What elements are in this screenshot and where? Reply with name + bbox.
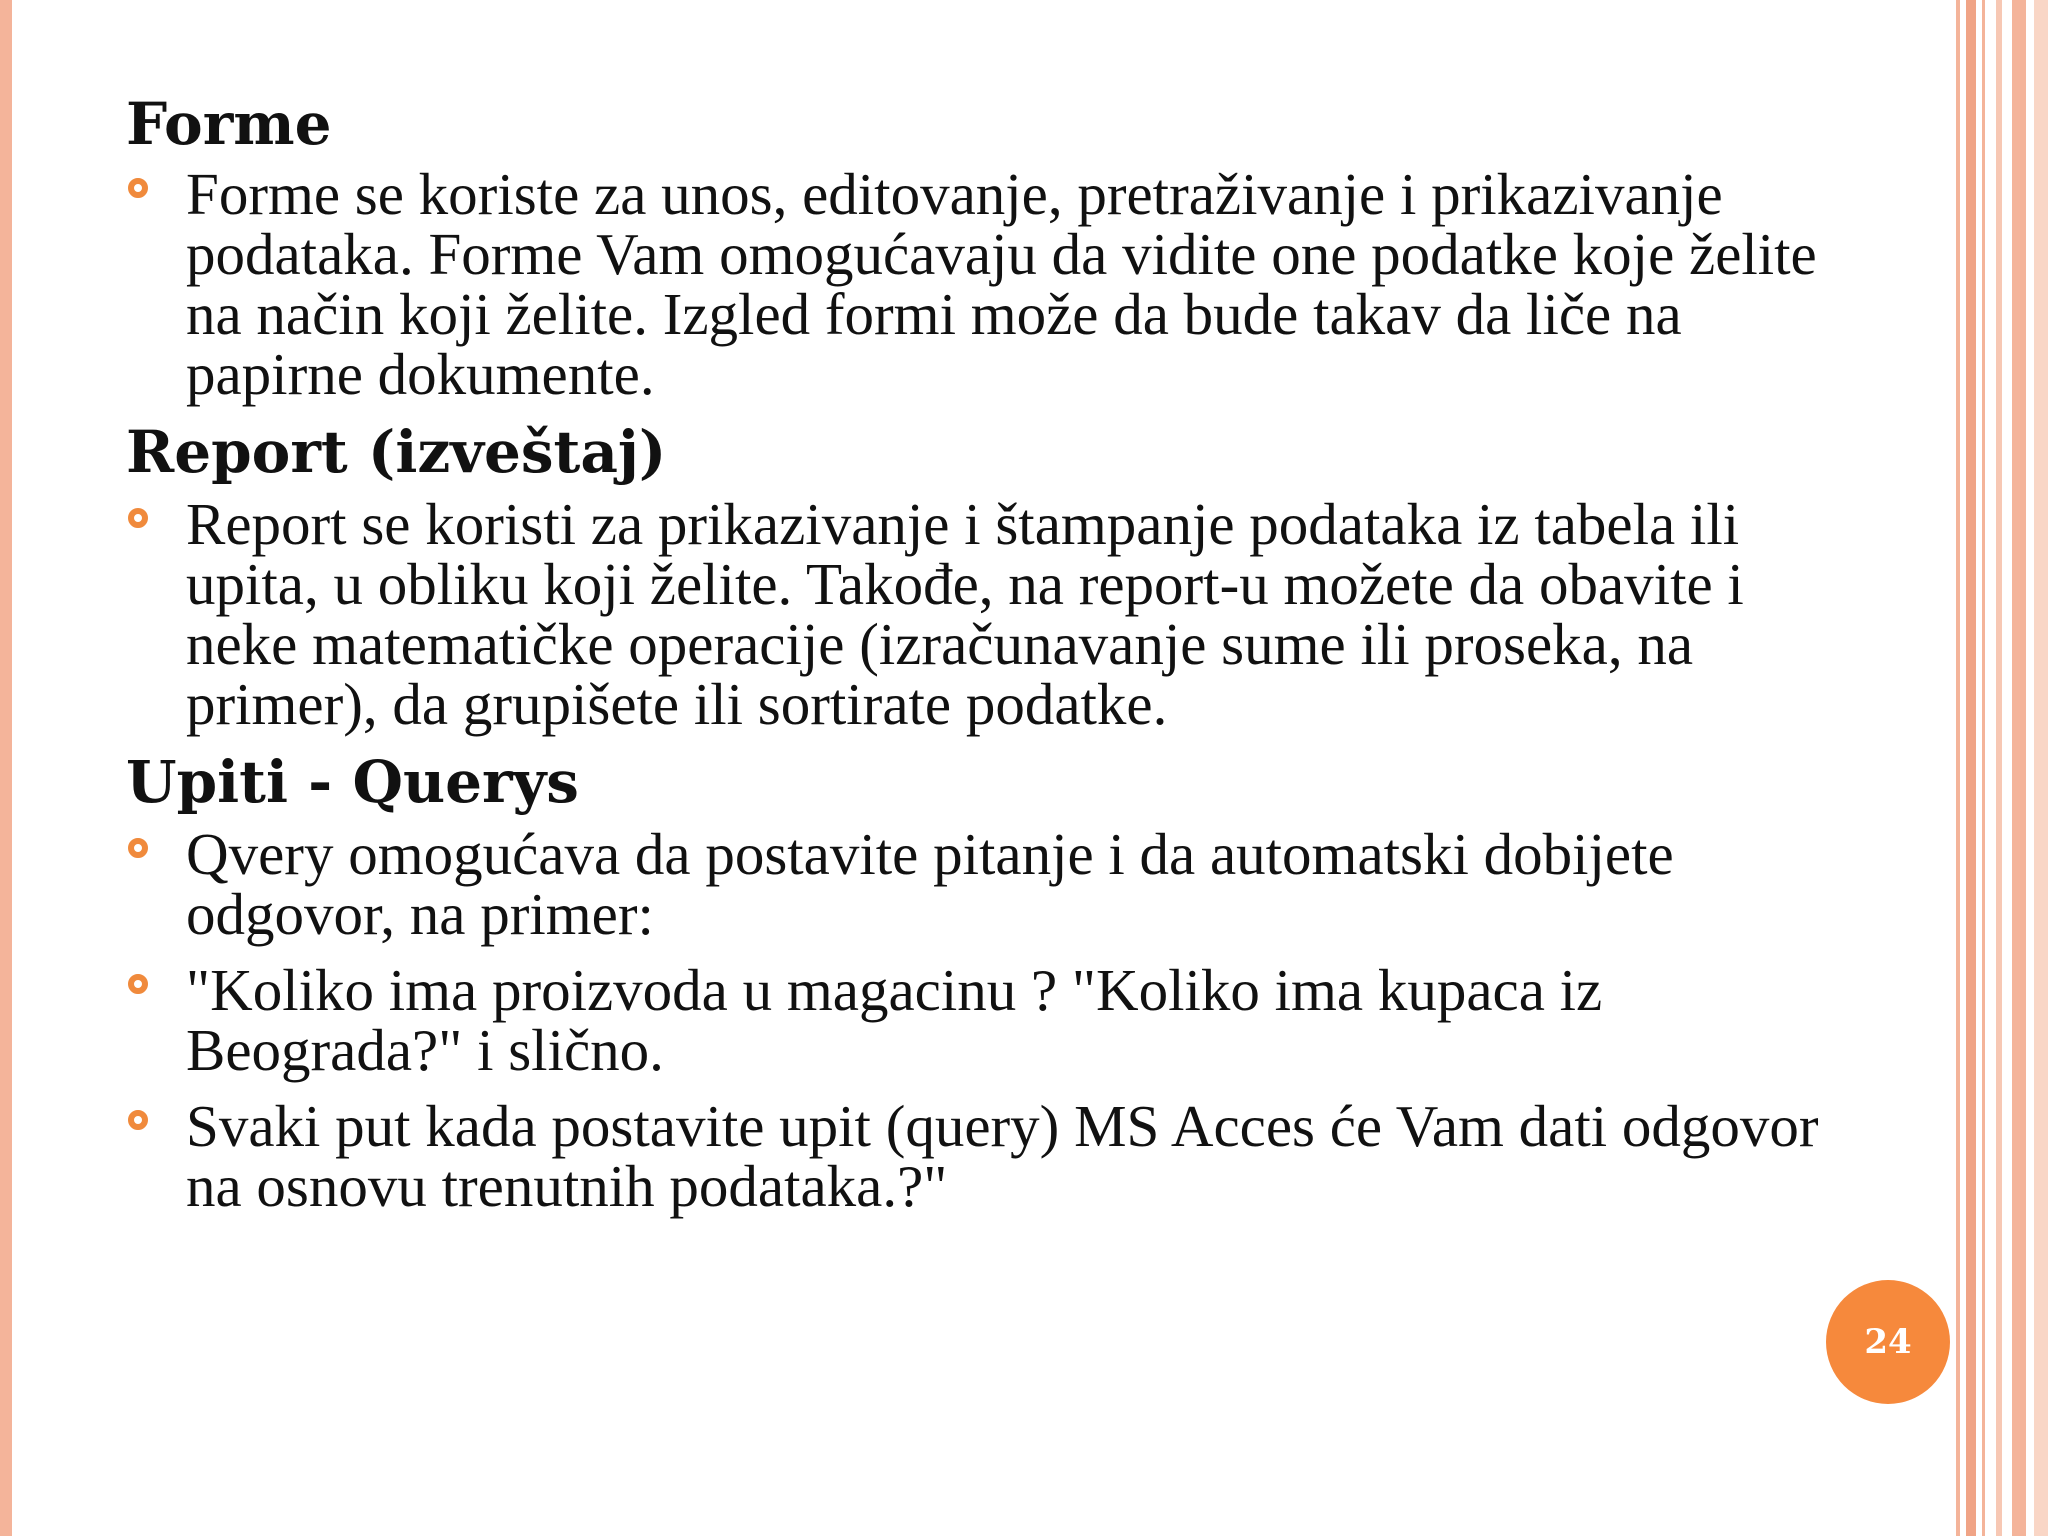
ring-bullet-icon [128, 178, 148, 198]
ring-bullet-icon [128, 838, 148, 858]
right-border-line [2012, 0, 2026, 1536]
bullet-item [126, 821, 1866, 947]
right-border-line [1982, 0, 1985, 1536]
bullet-text: Svaki put kada postavite upit (query) MS Acces će Vam dati odgovor na osnovu trenutnih podataka.?" [186, 1093, 1819, 1219]
bullet-text: Qvery omogućava da postavite pitanje i da automatski dobijete odgovor, na primer: [186, 821, 1674, 947]
bullet-text: Report se koristi za prikazivanje i štampanje podataka iz tabela ili upita, u obliku koji želite. Takođe, na report-u možete da obavite i neke matematičke operacije (izračunavanje sume ili proseka, na primer), da grupišete ili sortirate podatke. [186, 491, 1744, 737]
right-border-line [1966, 0, 1976, 1536]
right-border-frame [1956, 0, 2048, 1536]
right-border-line [1996, 0, 2002, 1536]
ring-bullet-icon [128, 1110, 148, 1130]
bullet-item [126, 1093, 1866, 1219]
ring-bullet-icon [128, 974, 148, 994]
bullet-text: Forme se koriste za unos, editovanje, pretraživanje i prikazivanje podataka. Forme Vam omogućavaju da vidite one podatke koje želite na način koji želite. Izgled formi može da bude takav da liče na papirne dokumente. [186, 161, 1817, 407]
section-heading-upiti: Upiti - Querys [126, 748, 579, 816]
bullet-item [126, 161, 1866, 407]
right-border-line [1956, 0, 1960, 1536]
slide-content [126, 92, 1866, 1232]
section-heading-report: Report (izveštaj) [126, 418, 667, 486]
page-number-badge: 24 [1826, 1280, 1950, 1404]
bullet-item [126, 957, 1866, 1083]
ring-bullet-icon [128, 508, 148, 528]
section-heading-forme: Forme [126, 90, 332, 158]
bullet-item [126, 491, 1866, 737]
right-border-line [2034, 0, 2048, 1536]
left-border-stripe [0, 0, 12, 1536]
bullet-text: "Koliko ima proizvoda u magacinu ? "Koliko ima kupaca iz Beograda?" i slično. [186, 957, 1603, 1083]
